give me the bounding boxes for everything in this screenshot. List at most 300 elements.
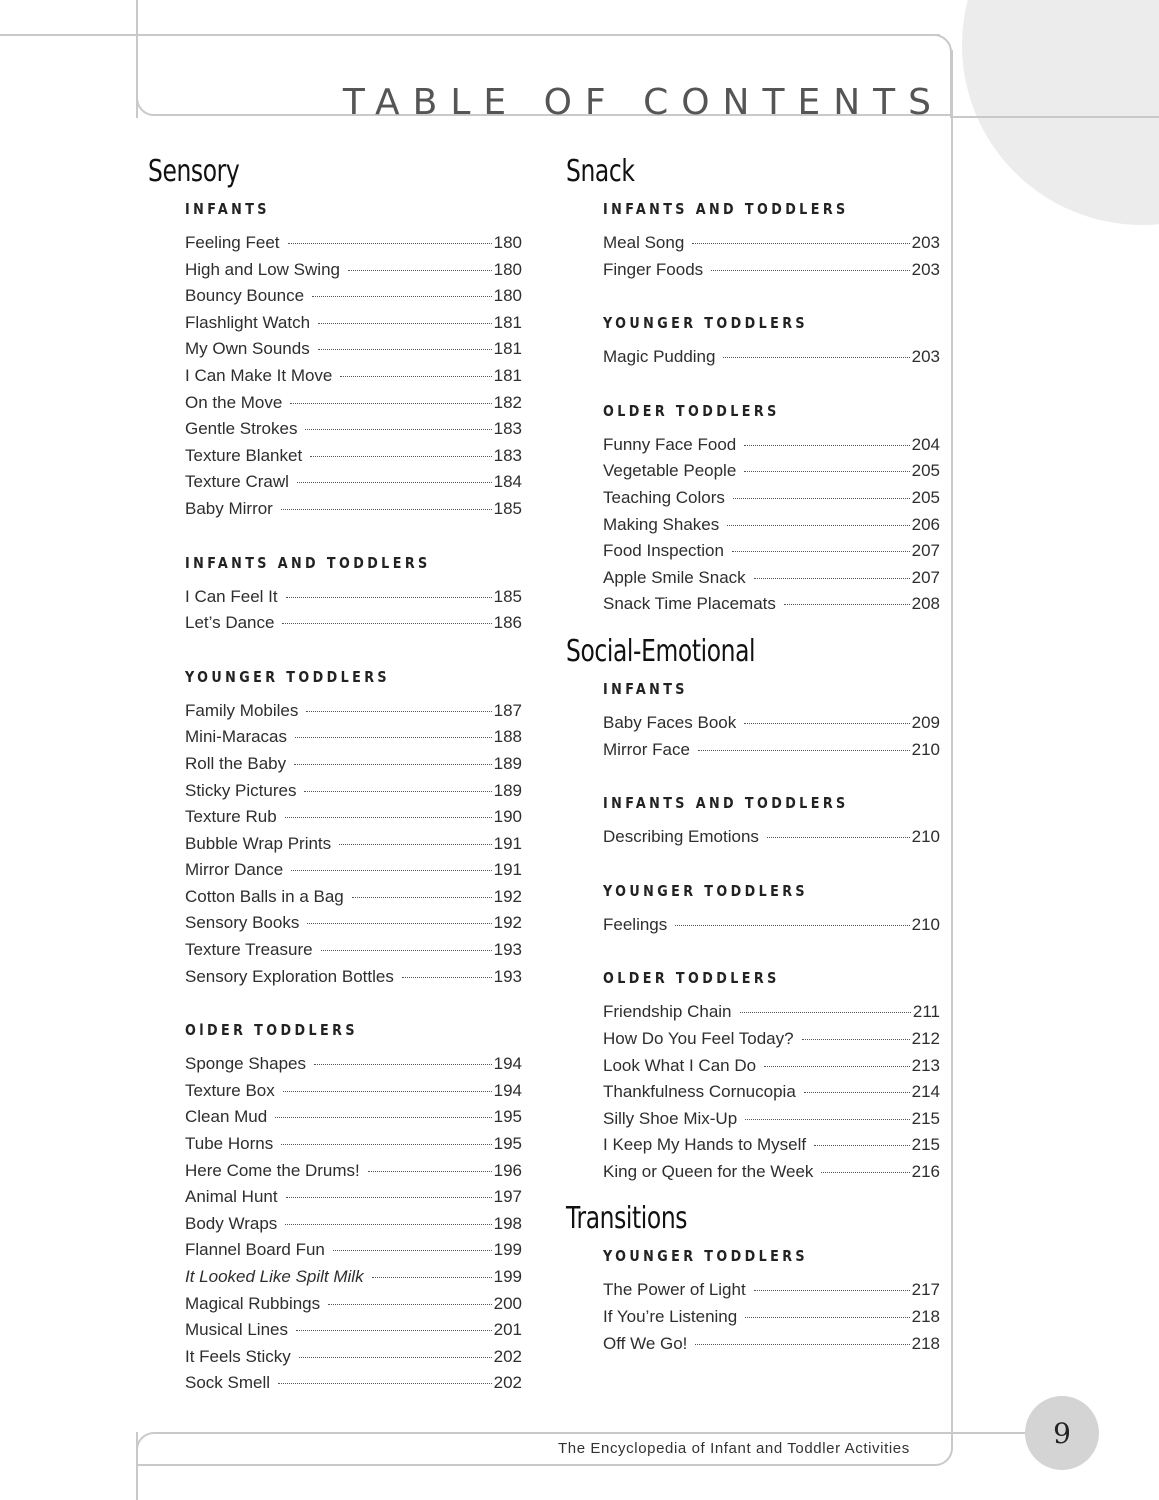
dot-leader bbox=[352, 897, 492, 898]
toc-entry-list bbox=[185, 584, 522, 637]
entry-page-number: 181 bbox=[493, 339, 522, 359]
entry-title: Food Inspection bbox=[603, 541, 724, 561]
frame-line-right bbox=[950, 116, 1159, 118]
spacer bbox=[566, 371, 940, 402]
entry-page-number: 199 bbox=[493, 1240, 522, 1260]
toc-entry[interactable] bbox=[185, 257, 522, 284]
toc-entry[interactable] bbox=[603, 1132, 940, 1159]
toc-entry[interactable] bbox=[185, 496, 522, 523]
entry-title: Sensory Books bbox=[185, 913, 300, 933]
toc-entry-list bbox=[185, 230, 522, 523]
entry-title: Snack Time Placemats bbox=[603, 594, 776, 614]
dot-leader bbox=[318, 323, 492, 324]
entry-page-number: 217 bbox=[911, 1280, 940, 1300]
toc-entry[interactable] bbox=[603, 737, 940, 764]
toc-entry[interactable] bbox=[185, 336, 522, 363]
dot-leader bbox=[294, 764, 492, 765]
entry-title: Sticky Pictures bbox=[185, 780, 297, 800]
section-heading: Social-Emotional bbox=[566, 633, 756, 669]
entry-page-number: 187 bbox=[493, 700, 522, 720]
entry-title: Family Mobiles bbox=[185, 700, 299, 720]
toc-group bbox=[185, 554, 522, 637]
entry-title: Look What I Can Do bbox=[603, 1055, 757, 1075]
toc-entry-list bbox=[603, 824, 940, 851]
entry-title: Mini-Maracas bbox=[185, 727, 288, 747]
toc-entry[interactable] bbox=[603, 512, 940, 539]
section-heading: Transitions bbox=[566, 1201, 688, 1237]
toc-entry[interactable] bbox=[185, 363, 522, 390]
dot-leader bbox=[304, 791, 491, 792]
dot-leader bbox=[305, 429, 491, 430]
toc-group bbox=[185, 1021, 522, 1397]
dot-leader bbox=[740, 1012, 911, 1013]
entry-page-number: 194 bbox=[493, 1080, 522, 1100]
toc-entry-list bbox=[603, 1277, 940, 1357]
dot-leader bbox=[745, 1119, 909, 1120]
entry-page-number: 215 bbox=[911, 1108, 940, 1128]
toc-entry[interactable] bbox=[603, 1331, 940, 1358]
entry-page-number: 181 bbox=[493, 312, 522, 332]
entry-title: Baby Faces Book bbox=[603, 712, 737, 732]
toc-entry[interactable] bbox=[185, 230, 522, 257]
dot-leader bbox=[723, 357, 909, 358]
entry-title: My Own Sounds bbox=[185, 339, 310, 359]
dot-leader bbox=[372, 1277, 492, 1278]
toc-group bbox=[185, 668, 522, 991]
entry-title: Meal Song bbox=[603, 233, 685, 252]
entry-title: Magic Pudding bbox=[603, 347, 716, 367]
dot-leader bbox=[348, 270, 492, 271]
toc-entry[interactable] bbox=[185, 1211, 522, 1238]
dot-leader bbox=[754, 1290, 910, 1291]
toc-entry[interactable] bbox=[185, 937, 522, 964]
entry-page-number: 189 bbox=[493, 753, 522, 773]
dot-leader bbox=[727, 525, 909, 526]
entry-title: Texture Crawl bbox=[185, 472, 289, 492]
toc-column-right bbox=[566, 152, 940, 1357]
entry-title: Vegetable People bbox=[603, 461, 737, 481]
spacer bbox=[148, 637, 522, 668]
toc-entry[interactable] bbox=[603, 710, 940, 737]
dot-leader bbox=[339, 844, 491, 845]
toc-entry[interactable] bbox=[185, 283, 522, 310]
entry-title: I Can Feel It bbox=[185, 586, 278, 606]
group-heading: YOUNGER TODDLERS bbox=[603, 314, 809, 333]
entry-title: Feelings bbox=[603, 914, 668, 934]
entry-title: Finger Foods bbox=[603, 259, 704, 279]
entry-page-number: 196 bbox=[493, 1160, 522, 1180]
toc-entry[interactable] bbox=[185, 1104, 522, 1131]
entry-page-number: 180 bbox=[493, 286, 522, 306]
toc-group bbox=[185, 200, 522, 523]
entry-page-number: 190 bbox=[493, 807, 522, 827]
toc-entry[interactable] bbox=[185, 443, 522, 470]
entry-page-number: 189 bbox=[493, 780, 522, 800]
toc-entry[interactable] bbox=[185, 1344, 522, 1371]
toc-entry[interactable] bbox=[603, 565, 940, 592]
entry-page-number: 198 bbox=[493, 1213, 522, 1233]
entry-page-number: 193 bbox=[493, 940, 522, 960]
entry-page-number: 210 bbox=[911, 914, 940, 934]
toc-entry[interactable] bbox=[185, 1078, 522, 1105]
entry-title: The Power of Light bbox=[603, 1280, 746, 1300]
dot-leader bbox=[278, 1383, 492, 1384]
toc-entry[interactable] bbox=[185, 469, 522, 496]
dot-leader bbox=[288, 243, 492, 244]
toc-entry-list bbox=[603, 230, 940, 283]
entry-page-number: 199 bbox=[493, 1267, 522, 1286]
entry-title: Mirror Dance bbox=[185, 860, 284, 880]
entry-page-number: 183 bbox=[493, 445, 522, 465]
toc-entry[interactable] bbox=[185, 1051, 522, 1078]
spacer bbox=[148, 523, 522, 554]
entry-page-number: 188 bbox=[493, 727, 522, 747]
dot-leader bbox=[275, 1117, 491, 1118]
entry-page-number: 203 bbox=[911, 233, 940, 252]
toc-entry[interactable] bbox=[603, 257, 940, 284]
entry-page-number: 180 bbox=[493, 233, 522, 252]
toc-entry[interactable] bbox=[185, 751, 522, 778]
toc-group bbox=[603, 1247, 940, 1357]
entry-title: Off We Go! bbox=[603, 1333, 688, 1353]
dot-leader bbox=[767, 837, 910, 838]
entry-title: Sponge Shapes bbox=[185, 1054, 306, 1074]
spacer bbox=[566, 938, 940, 969]
group-heading: OlDER TODDLERS bbox=[185, 1021, 358, 1040]
spacer bbox=[566, 1185, 940, 1199]
entry-page-number: 207 bbox=[911, 541, 940, 561]
toc-entry[interactable] bbox=[603, 1277, 940, 1304]
dot-leader bbox=[297, 482, 492, 483]
entry-page-number: 182 bbox=[493, 392, 522, 412]
entry-page-number: 202 bbox=[493, 1346, 522, 1366]
entry-page-number: 195 bbox=[493, 1107, 522, 1127]
toc-group bbox=[603, 402, 940, 618]
spacer bbox=[566, 283, 940, 314]
dot-leader bbox=[732, 551, 910, 552]
entry-page-number: 193 bbox=[493, 966, 522, 986]
entry-title: Bubble Wrap Prints bbox=[185, 833, 332, 853]
entry-page-number: 214 bbox=[911, 1082, 940, 1102]
toc-entry[interactable] bbox=[603, 1106, 940, 1133]
group-heading: OLDER TODDLERS bbox=[603, 401, 780, 420]
entry-title: Texture Rub bbox=[185, 807, 277, 827]
toc-entry[interactable] bbox=[185, 804, 522, 831]
entry-page-number: 197 bbox=[493, 1187, 522, 1207]
toc-entry[interactable] bbox=[185, 1291, 522, 1318]
group-heading: INFANTS AND TODDLERS bbox=[185, 553, 431, 572]
entry-page-number: 215 bbox=[911, 1135, 940, 1155]
entry-title: Magical Rubbings bbox=[185, 1293, 321, 1313]
entry-title: How Do You Feel Today? bbox=[603, 1028, 794, 1048]
toc-entry[interactable] bbox=[603, 230, 940, 257]
entry-page-number: 208 bbox=[911, 594, 940, 614]
entry-title: Sock Smell bbox=[185, 1373, 271, 1393]
entry-title: Musical Lines bbox=[185, 1320, 288, 1340]
dot-leader bbox=[821, 1172, 909, 1173]
dot-leader bbox=[784, 604, 910, 605]
section-heading: Snack bbox=[566, 154, 635, 189]
toc-entry[interactable] bbox=[185, 724, 522, 751]
entry-title: Gentle Strokes bbox=[185, 419, 298, 439]
entry-title: High and Low Swing bbox=[185, 259, 340, 279]
section-heading: Sensory bbox=[148, 154, 240, 189]
toc-entry[interactable] bbox=[185, 1158, 522, 1185]
toc-entry[interactable] bbox=[185, 1370, 522, 1397]
entry-page-number: 180 bbox=[493, 259, 522, 279]
entry-page-number: 185 bbox=[493, 586, 522, 606]
dot-leader bbox=[698, 750, 910, 751]
dot-leader bbox=[296, 1330, 492, 1331]
toc-entry[interactable] bbox=[603, 538, 940, 565]
group-heading: YOUNGER TODDLERS bbox=[185, 667, 391, 686]
group-heading: OLDER TODDLERS bbox=[603, 969, 780, 988]
toc-entry[interactable] bbox=[603, 1159, 940, 1186]
entry-page-number: 192 bbox=[493, 913, 522, 933]
toc-group bbox=[603, 314, 940, 371]
decorative-circle bbox=[962, 0, 1159, 225]
dot-leader bbox=[764, 1066, 910, 1067]
entry-page-number: 205 bbox=[911, 487, 940, 507]
entry-title: On the Move bbox=[185, 392, 283, 412]
entry-page-number: 213 bbox=[911, 1055, 940, 1075]
toc-group bbox=[603, 200, 940, 283]
toc-entry[interactable] bbox=[185, 1131, 522, 1158]
entry-page-number: 184 bbox=[493, 472, 522, 492]
entry-page-number: 192 bbox=[493, 886, 522, 906]
spacer bbox=[148, 990, 522, 1021]
page-number-badge: 9 bbox=[1025, 1396, 1099, 1470]
entry-page-number: 202 bbox=[493, 1373, 522, 1393]
entry-title: Animal Hunt bbox=[185, 1187, 278, 1207]
entry-page-number: 218 bbox=[911, 1307, 940, 1327]
toc-entry[interactable] bbox=[603, 1079, 940, 1106]
dot-leader bbox=[733, 498, 910, 499]
entry-title: Thankfulness Cornucopia bbox=[603, 1082, 796, 1102]
dot-leader bbox=[285, 817, 492, 818]
dot-leader bbox=[692, 243, 909, 244]
dot-leader bbox=[282, 623, 491, 624]
toc-entry[interactable] bbox=[185, 778, 522, 805]
entry-title: Bouncy Bounce bbox=[185, 286, 305, 306]
toc-entry[interactable] bbox=[185, 310, 522, 337]
group-heading: INFANTS AND TODDLERS bbox=[603, 794, 849, 813]
toc-column-left bbox=[148, 152, 522, 1397]
frame-line-left bbox=[136, 0, 138, 118]
dot-leader bbox=[307, 923, 491, 924]
entry-page-number: 183 bbox=[493, 419, 522, 439]
entry-page-number: 210 bbox=[911, 739, 940, 759]
toc-entry[interactable] bbox=[185, 1184, 522, 1211]
entry-page-number: 209 bbox=[911, 712, 940, 732]
frame-line-left-bottom bbox=[136, 1432, 138, 1500]
toc-entry-list bbox=[603, 710, 940, 763]
toc-entry-list bbox=[603, 999, 940, 1185]
entry-page-number: 185 bbox=[493, 498, 522, 518]
dot-leader bbox=[283, 1091, 492, 1092]
entry-page-number: 191 bbox=[493, 860, 522, 880]
frame-line-vertical bbox=[951, 50, 953, 1450]
entry-title: Tube Horns bbox=[185, 1134, 274, 1154]
entry-title: Apple Smile Snack bbox=[603, 567, 746, 587]
dot-leader bbox=[804, 1092, 910, 1093]
dot-leader bbox=[333, 1250, 492, 1251]
entry-title: Roll the Baby bbox=[185, 753, 287, 773]
dot-leader bbox=[744, 445, 909, 446]
entry-page-number: 204 bbox=[911, 434, 940, 454]
entry-page-number: 211 bbox=[912, 1002, 940, 1022]
entry-title: Texture Blanket bbox=[185, 445, 303, 465]
entry-title: If You’re Listening bbox=[603, 1307, 738, 1327]
entry-page-number: 216 bbox=[911, 1161, 940, 1181]
toc-entry[interactable] bbox=[185, 390, 522, 417]
entry-page-number: 205 bbox=[911, 461, 940, 481]
toc-section-sensory bbox=[148, 152, 522, 1397]
dot-leader bbox=[402, 977, 492, 978]
group-heading: YOUNGER TODDLERS bbox=[603, 881, 809, 900]
entry-title: It Looked Like Spilt Milk bbox=[185, 1267, 364, 1286]
toc-entry[interactable] bbox=[603, 591, 940, 618]
dot-leader bbox=[745, 1317, 909, 1318]
entry-page-number: 191 bbox=[493, 833, 522, 853]
entry-title: Texture Box bbox=[185, 1080, 275, 1100]
dot-leader bbox=[754, 578, 910, 579]
toc-entry[interactable] bbox=[603, 458, 940, 485]
entry-title: Let’s Dance bbox=[185, 613, 275, 633]
dot-leader bbox=[285, 1224, 491, 1225]
dot-leader bbox=[295, 737, 492, 738]
toc-entry[interactable] bbox=[603, 912, 940, 939]
entry-title: Mirror Face bbox=[603, 739, 690, 759]
toc-entry[interactable] bbox=[185, 1264, 522, 1291]
toc-section-snack bbox=[566, 152, 940, 632]
entry-title: Teaching Colors bbox=[603, 487, 725, 507]
dot-leader bbox=[286, 1197, 492, 1198]
footer-book-title: The Encyclopedia of Infant and Toddler Activities bbox=[558, 1440, 910, 1457]
entry-title: I Keep My Hands to Myself bbox=[603, 1135, 807, 1155]
toc-section-transitions bbox=[566, 1199, 940, 1357]
page-title: TABLE OF CONTENTS bbox=[342, 82, 944, 124]
toc-entry-list bbox=[603, 912, 940, 939]
dot-leader bbox=[802, 1039, 910, 1040]
dot-leader bbox=[695, 1344, 909, 1345]
dot-leader bbox=[675, 925, 909, 926]
entry-page-number: 186 bbox=[493, 613, 522, 633]
toc-group bbox=[603, 969, 940, 1185]
entry-title: Baby Mirror bbox=[185, 498, 273, 518]
toc-group bbox=[603, 680, 940, 763]
entry-page-number: 201 bbox=[493, 1320, 522, 1340]
entry-title: Making Shakes bbox=[603, 514, 720, 534]
entry-title: Sensory Exploration Bottles bbox=[185, 966, 394, 986]
entry-title: Texture Treasure bbox=[185, 940, 313, 960]
dot-leader bbox=[281, 1144, 491, 1145]
toc-entry-list bbox=[603, 344, 940, 371]
entry-title: Flashlight Watch bbox=[185, 312, 311, 332]
toc-entry[interactable] bbox=[185, 1237, 522, 1264]
dot-leader bbox=[312, 296, 492, 297]
toc-entry[interactable] bbox=[185, 910, 522, 937]
entry-title: Feeling Feet bbox=[185, 233, 280, 252]
entry-title: It Feels Sticky bbox=[185, 1346, 291, 1366]
dot-leader bbox=[328, 1304, 491, 1305]
dot-leader bbox=[281, 509, 492, 510]
toc-entry[interactable] bbox=[185, 857, 522, 884]
toc-entry[interactable] bbox=[603, 999, 940, 1026]
dot-leader bbox=[306, 711, 491, 712]
group-heading: INFANTS bbox=[185, 200, 270, 218]
entry-title: Funny Face Food bbox=[603, 434, 737, 454]
entry-title: Friendship Chain bbox=[603, 1002, 732, 1022]
entry-title: Silly Shoe Mix-Up bbox=[603, 1108, 738, 1128]
toc-entry[interactable] bbox=[185, 884, 522, 911]
toc-entry-list bbox=[185, 698, 522, 991]
toc-entry[interactable] bbox=[603, 824, 940, 851]
dot-leader bbox=[368, 1171, 492, 1172]
toc-entry[interactable] bbox=[185, 1317, 522, 1344]
entry-title: Cotton Balls in a Bag bbox=[185, 886, 344, 906]
dot-leader bbox=[299, 1357, 492, 1358]
toc-entry[interactable] bbox=[603, 1053, 940, 1080]
toc-entry-list bbox=[603, 432, 940, 618]
toc-group bbox=[603, 794, 940, 851]
toc-entry[interactable] bbox=[603, 1304, 940, 1331]
dot-leader bbox=[340, 376, 491, 377]
entry-page-number: 194 bbox=[493, 1054, 522, 1074]
spacer bbox=[566, 618, 940, 632]
entry-page-number: 206 bbox=[911, 514, 940, 534]
dot-leader bbox=[286, 597, 492, 598]
entry-title: King or Queen for the Week bbox=[603, 1161, 814, 1181]
toc-entry[interactable] bbox=[185, 610, 522, 637]
toc-section-social-emotional bbox=[566, 632, 940, 1200]
entry-page-number: 203 bbox=[911, 347, 940, 367]
dot-leader bbox=[744, 723, 909, 724]
toc-entry[interactable] bbox=[185, 416, 522, 443]
entry-page-number: 195 bbox=[493, 1134, 522, 1154]
toc-entry[interactable] bbox=[603, 1026, 940, 1053]
entry-page-number: 181 bbox=[493, 365, 522, 385]
dot-leader bbox=[321, 950, 492, 951]
group-heading: INFANTS AND TODDLERS bbox=[603, 200, 849, 218]
dot-leader bbox=[318, 349, 492, 350]
entry-page-number: 212 bbox=[911, 1028, 940, 1048]
dot-leader bbox=[711, 270, 909, 271]
group-heading: INFANTS bbox=[603, 679, 688, 698]
toc-entry[interactable] bbox=[603, 344, 940, 371]
dot-leader bbox=[291, 870, 491, 871]
spacer bbox=[566, 763, 940, 794]
entry-page-number: 210 bbox=[911, 827, 940, 847]
group-heading: YOUNGER TODDLERS bbox=[603, 1247, 809, 1266]
entry-title: Here Come the Drums! bbox=[185, 1160, 360, 1180]
frame-line-bottom bbox=[952, 1432, 1032, 1434]
toc-entry[interactable] bbox=[603, 432, 940, 459]
entry-page-number: 200 bbox=[493, 1293, 522, 1313]
entry-title: Flannel Board Fun bbox=[185, 1240, 325, 1260]
dot-leader bbox=[310, 456, 491, 457]
entry-title: Describing Emotions bbox=[603, 827, 759, 847]
entry-page-number: 203 bbox=[911, 259, 940, 279]
dot-leader bbox=[314, 1064, 492, 1065]
toc-entry[interactable] bbox=[185, 831, 522, 858]
toc-entry[interactable] bbox=[185, 964, 522, 991]
toc-entry[interactable] bbox=[185, 698, 522, 725]
toc-entry[interactable] bbox=[603, 485, 940, 512]
toc-entry[interactable] bbox=[185, 584, 522, 611]
toc-group bbox=[603, 882, 940, 939]
spacer bbox=[566, 851, 940, 882]
